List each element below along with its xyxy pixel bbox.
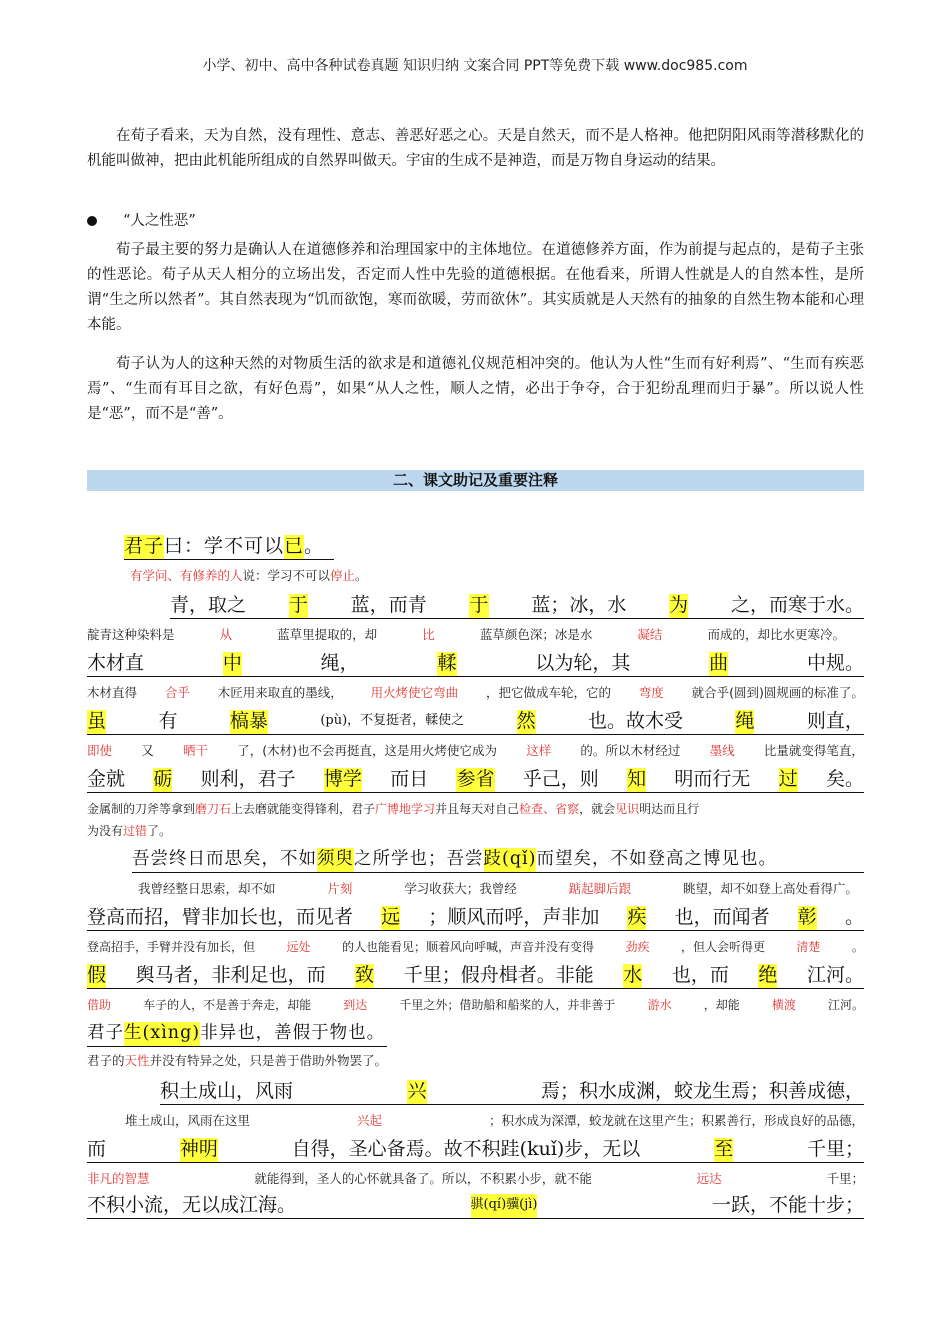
bullet-item (87, 209, 196, 234)
hl-word: 绳 (735, 710, 755, 732)
red-word: 检查、省察 (519, 802, 580, 816)
text-segment: 也，而 (671, 964, 729, 986)
translation-line-8 (87, 996, 864, 1014)
text-segment: 千里之外；借助船和船桨的人，并非善于 (399, 998, 616, 1012)
hl-word: 骐(qí)骥(jì) (471, 1194, 538, 1218)
paragraph-yu-qiu: 荀子认为人的这种天然的对物质生活的欲求是和道德礼仪规范相冲突的。他认为人性“生而有好利焉”、“生而有疾恶焉”、“生而有耳目之欲，有好色焉”，如果“从人之性，顺人之情，必出于争夺，合于犯纷乱理而归于暴”。所以说人性是“恶”，而不是“善”。 (87, 356, 864, 422)
hl-word: 然 (516, 710, 536, 732)
red-word: 从 (219, 627, 233, 642)
text-segment: 而成的，却比水更寒冷。 (707, 627, 845, 642)
text-segment: 木匠用来取直的墨线， (217, 685, 343, 700)
red-word: 片刻 (327, 881, 353, 896)
red-word: 有学问、有修养的人 (130, 568, 243, 583)
text-segment: 。 (844, 906, 864, 928)
hl-word: 至 (714, 1138, 734, 1160)
text-segment: 君子的 (87, 1053, 125, 1068)
text-segment: 吾尝终日而思矣，不如 (132, 849, 317, 869)
classical-line-6 (132, 848, 864, 873)
text-segment: 非异也，善假于物也。 (200, 1023, 386, 1043)
text-segment: 木材直得 (87, 685, 138, 700)
text-segment: 不积小流，无以成江海。 (87, 1194, 297, 1216)
text-segment: 乎己，则 (522, 768, 599, 790)
translation-line-6 (138, 880, 858, 898)
red-word: 远处 (286, 940, 311, 954)
text-segment: 而 (87, 1138, 107, 1160)
red-word: 停止 (330, 568, 356, 583)
red-word: 凝结 (637, 627, 663, 642)
classical-line-3 (87, 652, 864, 677)
hl-word: 已 (284, 535, 305, 557)
red-word: 远达 (696, 1171, 722, 1186)
hl-word: 疾 (627, 906, 647, 928)
text-segment: 则利，君子 (200, 768, 296, 790)
red-word: 清楚 (796, 940, 821, 954)
hl-word: 知 (627, 768, 647, 790)
text-segment: 又 (141, 743, 154, 758)
text-segment: 千里；假舟楫者。非能 (403, 964, 594, 986)
text-segment: 我曾经整日思索，却不如 (138, 881, 276, 896)
red-word: 这样 (526, 743, 552, 758)
text-segment: 堆土成山，风雨在这里 (125, 1113, 251, 1128)
hl-word: 假 (87, 964, 107, 986)
text-segment: 了，(木材)也不会再挺直，这是用火烤使它成为 (237, 743, 497, 758)
page-header: 小学、初中、高中各种试卷真题 知识归纳 文案合同 PPT等免费下载 www.doc985.com (202, 58, 748, 74)
bullet-dot-icon (87, 216, 97, 226)
hl-word: 跂(qǐ) (484, 848, 537, 872)
text-segment: 木材直 (87, 652, 145, 674)
text-segment: 上去磨就能变得锋利，君子 (231, 802, 376, 816)
translation-line-7 (87, 938, 864, 956)
text-segment: 蓝；冰，水 (531, 594, 627, 616)
text-segment: 也，而闻者 (674, 906, 770, 928)
hl-word: 君子 (124, 535, 165, 557)
red-word: 游水 (647, 998, 672, 1012)
hl-word: 绝 (758, 964, 778, 986)
hl-word: 致 (355, 964, 375, 986)
hl-word: 兴 (407, 1080, 427, 1102)
hl-word: 輮 (437, 652, 457, 674)
hl-word: 中 (222, 652, 242, 674)
text-segment: 的。所以木材经过 (580, 743, 681, 758)
red-word: 天性 (124, 1053, 150, 1068)
red-word: 横渡 (771, 998, 796, 1012)
paragraph-xing-e: 荀子最主要的努力是确认人在道德修养和治理国家中的主体地位。在道德修养方面，作为前提与起点的，是荀子主张的性恶论。荀子从天人相分的立场出发，否定而人性中先验的道德根据。在他看来，所谓人性就是人的自然本性，是所谓“生之所以然者”。其自然表现为“饥而欲饱，寒而欲暖，劳而欲休”。其实质就是人天然有的抽象的自然生物本能和心理本能。 (87, 242, 864, 333)
red-word: 见识 (615, 802, 640, 816)
text-segment: 君子 (87, 1023, 124, 1043)
hl-word: 过 (778, 768, 798, 790)
red-word: 借助 (87, 998, 112, 1012)
classical-line-9 (87, 1022, 387, 1047)
hl-word: 砺 (153, 768, 173, 790)
hl-word: 远 (381, 906, 401, 928)
text-segment: 一跃，不能十步； (711, 1194, 864, 1216)
paragraph-tian: 在荀子看来，天为自然，没有理性、意志、善恶好恶之心。天是自然天，而不是人格神。他把阴阳风雨等潜移默化的机能叫做神，把由此机能所组成的自然界叫做天。宇宙的生成不是神造，而是万物自身运动的结果。 (87, 128, 864, 169)
text-segment: 登高招手，手臂并没有加长，但 (87, 940, 256, 954)
text-segment: 为没有 (87, 824, 124, 838)
hl-word: 于 (288, 594, 308, 616)
hl-word: 须臾 (317, 848, 354, 872)
text-segment: 了。 (147, 824, 172, 838)
text-segment: ，把它做成车轮，它的 (485, 685, 611, 700)
hl-word: 于 (469, 594, 489, 616)
red-word: 踮起脚后跟 (568, 881, 632, 896)
red-word: 兴起 (356, 1113, 382, 1128)
text-segment: 并没有特异之处，只是善于借助外物罢了。 (149, 1053, 388, 1068)
text-segment: 也。故木受 (588, 710, 684, 732)
translation-line-5b (87, 822, 864, 840)
red-word: 广博地学习 (375, 802, 436, 816)
red-word: 过错 (123, 824, 148, 838)
text-segment: 矣。 (825, 768, 864, 790)
text-segment: 以为轮，其 (535, 652, 631, 674)
text-segment: 。 (851, 940, 864, 954)
text-segment: 江河。 (806, 964, 864, 986)
hl-word: 生(xìng) (124, 1022, 200, 1046)
text-segment: 车子的人，不是善于奔走，却能 (143, 998, 312, 1012)
text-segment: 中规。 (806, 652, 864, 674)
text-segment: 的人也能看见；顺着风向呼喊，声音并没有变得 (341, 940, 594, 954)
hl-word: 为 (669, 594, 689, 616)
red-word: 比 (422, 627, 435, 642)
hl-word: 槁暴 (229, 710, 268, 732)
translation-line-5 (87, 800, 864, 818)
hl-word: 虽 (87, 710, 107, 732)
text-segment: 蓝，而青 (350, 594, 427, 616)
hl-word: 水 (623, 964, 643, 986)
red-word: 非凡的智慧 (87, 1171, 150, 1186)
text-segment: 青，取之 (170, 594, 247, 616)
text-segment: ；积水成为深潭，蛟龙就在这里产生；积累善行，形成良好的品德， (488, 1113, 864, 1128)
red-word: 劲疾 (625, 940, 650, 954)
translation-line-4 (87, 742, 864, 760)
text-segment: ；顺风而呼，声非加 (428, 906, 600, 928)
text-segment: 有 (158, 710, 178, 732)
text-segment: 就合乎(圆到)圆规画的标准了。 (691, 685, 864, 700)
text-segment: 绳， (320, 652, 359, 674)
text-segment: 千里； (826, 1171, 864, 1186)
text-segment: ，但人会听得更 (680, 940, 765, 954)
text-segment: 舆马者，非利足也，而 (135, 964, 326, 986)
red-word: 合乎 (164, 685, 190, 700)
red-word: 墨线 (709, 743, 735, 758)
classical-line-1 (124, 535, 334, 560)
text-segment: 蓝草里提取的，却 (277, 627, 378, 642)
text-segment: 蓝草颜色深；冰是水 (479, 627, 593, 642)
translation-line-3 (87, 684, 864, 702)
translation-line-9 (87, 1052, 864, 1070)
text-segment: ，却能 (703, 998, 740, 1012)
classical-line-2 (170, 594, 864, 619)
text-segment: 学习收获大；我曾经 (404, 881, 517, 896)
hl-word: 参省 (456, 768, 495, 790)
text-segment: 。 (304, 535, 325, 557)
text-segment: 积土成山，风雨 (160, 1080, 294, 1102)
text-segment: 江河。 (827, 998, 864, 1012)
text-segment: 比量就变得笔直， (763, 743, 864, 758)
text-segment: 金就 (87, 768, 126, 790)
text-segment: 明达而且行 (639, 802, 700, 816)
text-segment: 而望矣，不如登高之博见也。 (536, 849, 777, 869)
classical-line-7 (87, 906, 864, 931)
text-segment: 而日 (390, 768, 429, 790)
text-segment: 自得，圣心备焉。故不积跬(kuǐ)步，无以 (291, 1138, 641, 1160)
classical-line-12 (87, 1194, 864, 1219)
text-segment: (pù)，不复挺者，輮使之 (320, 713, 465, 728)
hl-word: 曲 (709, 652, 729, 674)
classical-line-10 (160, 1080, 864, 1105)
text-segment: 说：学习不可以 (242, 568, 331, 583)
classical-line-11 (87, 1138, 864, 1163)
section-title: 二、课文助记及重要注释 (87, 470, 864, 491)
text-segment: 。 (355, 568, 368, 583)
bullet-text: “人之性恶” (123, 213, 196, 229)
translation-line-10 (125, 1112, 864, 1130)
red-word: 弯度 (638, 685, 664, 700)
red-word: 即使 (87, 743, 113, 758)
red-word: 到达 (343, 998, 368, 1012)
text-segment: 登高而招，臂非加长也，而见者 (87, 906, 354, 928)
hl-word: 神明 (179, 1138, 218, 1160)
text-segment: 之，而寒于水。 (730, 594, 864, 616)
text-segment: 曰：学不可以 (164, 535, 285, 557)
classical-line-8 (87, 964, 864, 989)
translation-line-2 (87, 626, 845, 644)
red-word: 用火烤使它弯曲 (370, 685, 459, 700)
text-segment: 靛青这种染料是 (87, 627, 175, 642)
text-segment: 千里； (806, 1138, 864, 1160)
classical-line-4 (87, 710, 864, 735)
text-segment: 眺望，却不如登上高处看得广。 (682, 881, 858, 896)
text-segment: 明而行无 (674, 768, 751, 790)
text-segment: ，就会 (579, 802, 616, 816)
text-segment: 金属制的刀斧等拿到 (87, 802, 196, 816)
red-word: 磨刀石 (195, 802, 232, 816)
translation-line-1 (130, 567, 907, 585)
translation-line-11 (87, 1170, 864, 1188)
text-segment: 之所学也；吾尝 (354, 849, 484, 869)
classical-line-5 (87, 768, 864, 793)
text-segment: 就能得到，圣人的心怀就具备了。所以，不积累小步，就不能 (254, 1171, 592, 1186)
text-segment: 并且每天对自己 (435, 802, 520, 816)
red-word: 晒干 (182, 743, 208, 758)
hl-word: 彰 (797, 906, 817, 928)
hl-word: 博学 (323, 768, 362, 790)
text-segment: 焉；积水成渊，蛟龙生焉；积善成德， (540, 1080, 864, 1102)
text-segment: 则直， (806, 710, 864, 732)
